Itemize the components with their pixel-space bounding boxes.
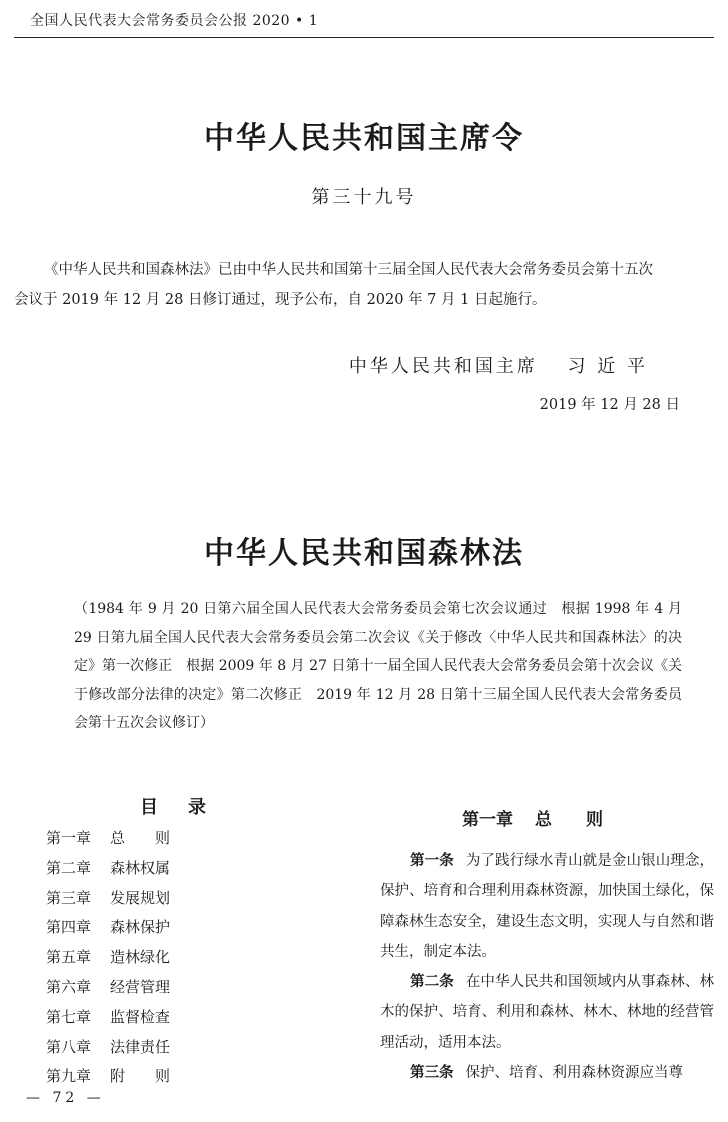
toc-chapter-number: 第六章: [46, 977, 92, 996]
toc-item: [46, 1062, 170, 1092]
toc-chapter-number: 第三章: [46, 888, 92, 907]
table-of-contents: [46, 824, 170, 1092]
article-text: 为了践行绿水青山就是金山银山理念，保护、培育和合理利用森林资源，加快国土绿化，保障森林生态安全，建设生态文明，实现人与自然和谐共生，制定本法。: [380, 853, 715, 960]
toc-chapter-number: 第二章: [46, 858, 92, 877]
article-text: 在中华人民共和国领域内从事森林、林木的保护、培育、利用和森林、林木、林地的经营管理活动，适用本法。: [380, 974, 715, 1051]
toc-chapter-label: 发展规划: [110, 888, 171, 907]
order-signature: 中华人民共和国主席 习 近 平: [348, 356, 648, 377]
toc-chapter-label: 造林绿化: [110, 948, 171, 967]
toc-item: [46, 854, 170, 884]
toc-chapter-label: 总 则: [110, 829, 171, 847]
toc-item: [46, 943, 170, 973]
law-history-text: （1984 年 9 月 20 日第六届全国人民代表大会常务委员会第七次会议通过 根据 1998 年 4 月 29 日第九届全国人民代表大会常务委员会第二次会议《关于修改〈中华人民共和国森林法〉的决定》第一次修正 根据 2009 年 8 月 27 日第十一届全国人民代表大会常务委员会第十次会议《关于修改部分法律的决定》第二次修正 2019 年 12 月 28 日第十三届全国人民代表大会常务委员会第十五次会议修订）: [74, 601, 682, 731]
toc-chapter-number: 第四章: [46, 918, 92, 937]
order-title: 中华人民共和国主席令: [204, 121, 524, 156]
header-rule: [14, 37, 714, 38]
law-history-note: [46, 595, 682, 738]
toc-item: [46, 884, 170, 914]
article-number: 第一条: [410, 853, 454, 869]
article-text: 保护、培育、利用森林资源应当尊: [465, 1065, 683, 1082]
toc-chapter-label: 监督检查: [110, 1007, 171, 1026]
toc-chapter-number: 第七章: [46, 1007, 92, 1026]
chapter-articles: [380, 846, 714, 1088]
toc-item: [46, 1033, 170, 1063]
toc-chapter-label: 森林保护: [110, 918, 171, 937]
gazette-header: 全国人民代表大会常务委员会公报 2020 • 1: [30, 13, 319, 29]
toc-chapter-number: 第八章: [46, 1037, 92, 1056]
toc-title: 目录: [140, 797, 236, 818]
toc-chapter-label: 法律责任: [110, 1037, 171, 1056]
toc-chapter-number: 第一章: [46, 829, 92, 847]
order-body: [14, 255, 714, 315]
chapter-name: 总 则: [535, 810, 603, 830]
toc-item: [46, 973, 170, 1003]
toc-chapter-number: 第九章: [46, 1067, 92, 1086]
toc-chapter-label: 附 则: [110, 1067, 171, 1086]
toc-item: [46, 1003, 170, 1033]
article-number: 第三条: [410, 1065, 454, 1082]
order-number: 第三十九号: [311, 187, 417, 208]
chapter-heading: [462, 805, 625, 830]
toc-item: [46, 913, 170, 943]
article: [380, 967, 714, 1058]
law-title: 中华人民共和国森林法: [204, 536, 524, 571]
toc-item: [46, 824, 170, 854]
chapter-number: 第一章: [462, 810, 513, 830]
order-body-line-1: 《中华人民共和国森林法》已由中华人民共和国第十三届全国人民代表大会常务委员会第十五次: [44, 262, 653, 278]
article-number: 第二条: [410, 974, 454, 991]
order-body-line-2: 会议于 2019 年 12 月 28 日修订通过，现予公布，自 2020 年 7 月 1 日起施行。: [14, 292, 547, 308]
page-number: — 72 —: [26, 1090, 105, 1106]
order-date: 2019 年 12 月 28 日: [539, 397, 680, 413]
article: [380, 1058, 714, 1088]
article: [380, 846, 714, 967]
toc-chapter-label: 经营管理: [110, 977, 171, 996]
toc-chapter-number: 第五章: [46, 948, 92, 967]
toc-chapter-label: 森林权属: [110, 858, 171, 877]
